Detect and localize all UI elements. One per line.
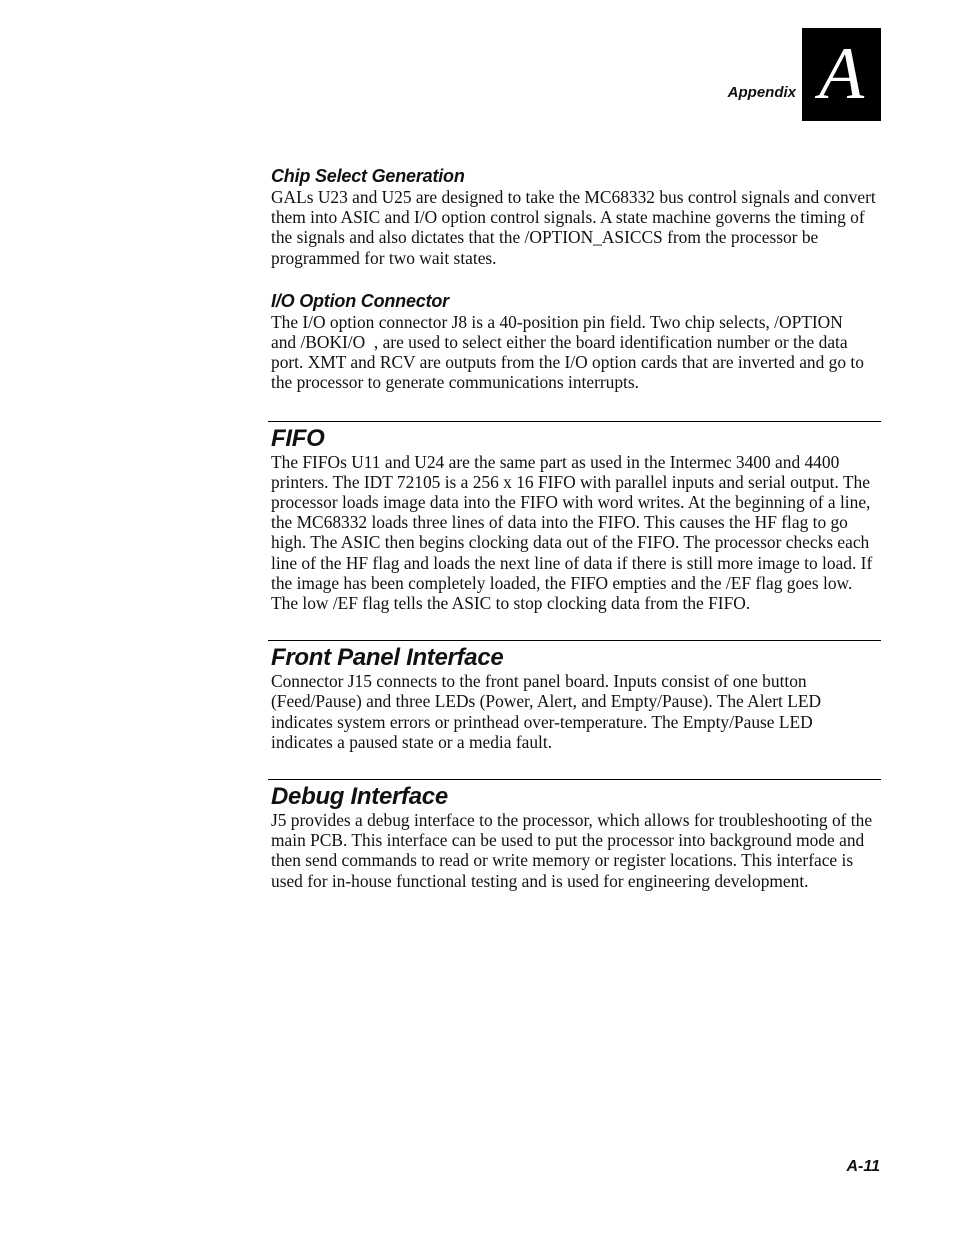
debug-section: [271, 784, 881, 891]
appendix-letter: A: [818, 33, 865, 115]
section-divider: [268, 421, 881, 422]
page-number: A-11: [846, 1158, 880, 1175]
chip-select-heading: Chip Select Generation: [271, 166, 465, 186]
io-option-heading: I/O Option Connector: [271, 290, 449, 311]
chip-select-section: [271, 165, 881, 268]
debug-body: J5 provides a debug interface to the processor, which allows for troubleshooting of the main PCB. This interface can be used to put the processor into background mode and then send commands to read or write memory or register locations. This interface is used for in-house functional testing and is used for engineering development.: [271, 810, 873, 891]
debug-heading: Debug Interface: [271, 783, 448, 811]
section-divider: [268, 779, 881, 780]
fifo-section: [271, 426, 881, 614]
appendix-tab: [802, 28, 881, 121]
appendix-label: Appendix: [727, 84, 796, 101]
chip-select-body: GALs U23 and U25 are designed to take the MC68332 bus control signals and convert them into ASIC and I/O option control signals. A state machine governs the timing of the signals and also dictates that the /OPTION_ASICCS from the processor be programmed for two wait states.: [271, 187, 876, 268]
section-divider: [268, 640, 881, 641]
front-panel-body: Connector J15 connects to the front panel board. Inputs consist of one button (Feed/Pause) and three LEDs (Power, Alert, and Empty/Pause). The Alert LED indicates system errors or printhead over-temperature. The Empty/Pause LED indicates a paused state or a media fault.: [271, 671, 822, 752]
front-panel-heading: Front Panel Interface: [271, 644, 504, 672]
io-option-body: The I/O option connector J8 is a 40-position pin field. Two chip selects, /OPTION and /BOKI/O , are used to select either the board identification number or the data port. XMT and RCV are outputs from the I/O option cards that are inverted and go to the processor to generate communications interrupts.: [271, 311, 869, 393]
fifo-body: The FIFOs U11 and U24 are the same part as used in the Intermec 3400 and 4400 printers. The IDT 72105 is a 256 x 16 FIFO with parallel inputs and serial output. The processor loads image data into the FIFO with word writes. At the beginning of a line, the MC68332 loads three lines of data into the FIFO. This causes the HF flag to go high. The ASIC then begins clocking data out of the FIFO. The processor checks each line of the HF flag and loads the next line of data if there is still more image to load. If the image has been completely loaded, the FIFO empties and the /EF flag goes low. The low /EF flag tells the ASIC to stop clocking data from the FIFO.: [271, 451, 873, 614]
io-option-section: [271, 290, 881, 393]
front-panel-section: [271, 645, 881, 752]
fifo-heading: FIFO: [271, 424, 325, 452]
page-content: [271, 165, 881, 891]
